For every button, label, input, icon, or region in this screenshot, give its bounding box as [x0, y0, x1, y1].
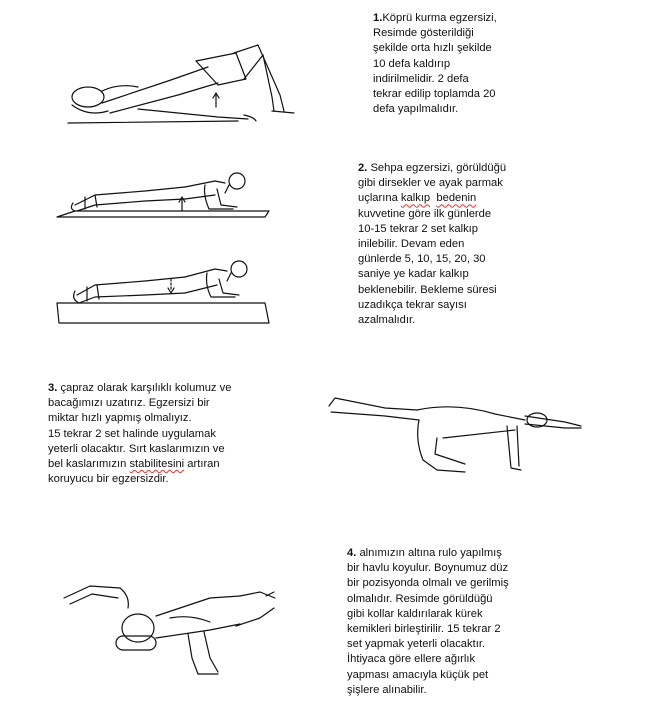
- exercise-2-line: azalmalıdır.: [358, 314, 416, 327]
- spellcheck-word: kalkıp: [400, 192, 431, 205]
- exercise-3-line-part: bel kaslarımızın: [48, 458, 130, 471]
- exercise-2-line: 10-15 tekrar 2 set kalkıp: [358, 222, 479, 235]
- exercise-1-line: şekilde orta hızlı şekilde: [373, 42, 492, 55]
- exercise-1-title: Köprü kurma egzersizi,: [382, 12, 497, 24]
- exercise-4-line: bir havlu koyulur. Boynumuz düz: [347, 562, 509, 575]
- exercise-4-number: 4.: [347, 547, 357, 559]
- exercise-4-line: gibi kollar kaldırılarak kürek: [347, 607, 483, 620]
- prone-shoulder-blade-illustration: [60, 578, 300, 688]
- bridge-exercise-illustration: [58, 25, 298, 135]
- bird-dog-illustration: [325, 390, 585, 480]
- exercise-1-number: 1.: [373, 12, 383, 24]
- exercise-2-text: [358, 161, 643, 328]
- exercise-4-line: set yapmak yeterli olacaktır.: [347, 638, 486, 651]
- exercise-2-line: saniye ye kadar kalkıp: [358, 268, 469, 281]
- exercise-1-line: indirilmelidir. 2 defa: [373, 72, 469, 85]
- exercise-2-line: kuvvetine göre ilk günlerde: [358, 207, 492, 220]
- exercise-2-line: günlerde 5, 10, 15, 20, 30: [358, 253, 486, 266]
- exercise-2-line: uzadıkça tekrar sayısı: [358, 298, 467, 311]
- exercise-2-number: 2.: [358, 162, 368, 174]
- exercise-3-line: koruyucu bir egzersizdir.: [48, 473, 169, 486]
- exercise-4-text: [347, 546, 637, 698]
- exercise-4-line: şişlere alınabilir.: [347, 683, 427, 696]
- exercise-4-line: bir pozisyonda olmalı ve gerilmiş: [347, 577, 509, 590]
- exercise-4-line: olmalıdır. Resimde görüldüğü: [347, 592, 493, 605]
- exercise-1-text: [373, 11, 643, 117]
- spellcheck-word: bedenin: [436, 192, 477, 205]
- exercise-3-line-part: artıran: [184, 458, 220, 471]
- exercise-1-line: defa yapılmalıdır.: [373, 103, 459, 116]
- exercise-1-line: tekrar edilip toplamda 20: [373, 88, 496, 101]
- exercise-3-number: 3.: [48, 382, 58, 394]
- exercise-2-title: Sehpa egzersizi, görüldüğü: [367, 162, 507, 174]
- exercise-3-line: 15 tekrar 2 set halinde uygulamak: [48, 427, 216, 440]
- exercise-4-line: kemikleri birleştirilir. 15 tekrar 2: [347, 623, 501, 636]
- exercise-2-line: beklenebilir. Bekleme süresi: [358, 283, 497, 296]
- exercise-2-line-part: uçlarına: [358, 192, 401, 205]
- exercise-1-line: Resimde gösterildiği: [373, 27, 474, 40]
- exercise-3-line: yeterli olacaktır. Sırt kaslarımızın ve: [48, 442, 225, 455]
- spellcheck-word: stabilitesini: [129, 458, 185, 471]
- plank-up-illustration: [55, 165, 275, 225]
- exercise-2-line: gibi dirsekler ve ayak parmak: [358, 177, 503, 190]
- exercise-1-line: 10 defa kaldırıp: [373, 57, 451, 70]
- exercise-3-line: miktar hızlı yapmış olmalıyız.: [48, 412, 192, 425]
- exercise-3-title: çapraz olarak karşılıklı kolumuz ve: [57, 382, 232, 394]
- exercise-4-line: İhtiyaca göre ellere ağırlık: [347, 653, 476, 666]
- exercise-4-line: yapması amacıyla küçük pet: [347, 668, 489, 681]
- plank-down-illustration: [55, 255, 275, 330]
- exercise-4-title: alnımızın altına rulo yapılmış: [356, 547, 502, 559]
- exercise-3-text: [48, 381, 298, 487]
- exercise-2-line: inilebilir. Devam eden: [358, 238, 465, 251]
- exercise-3-line: bacağımızı uzatırız. Egzersizi bir: [48, 397, 210, 410]
